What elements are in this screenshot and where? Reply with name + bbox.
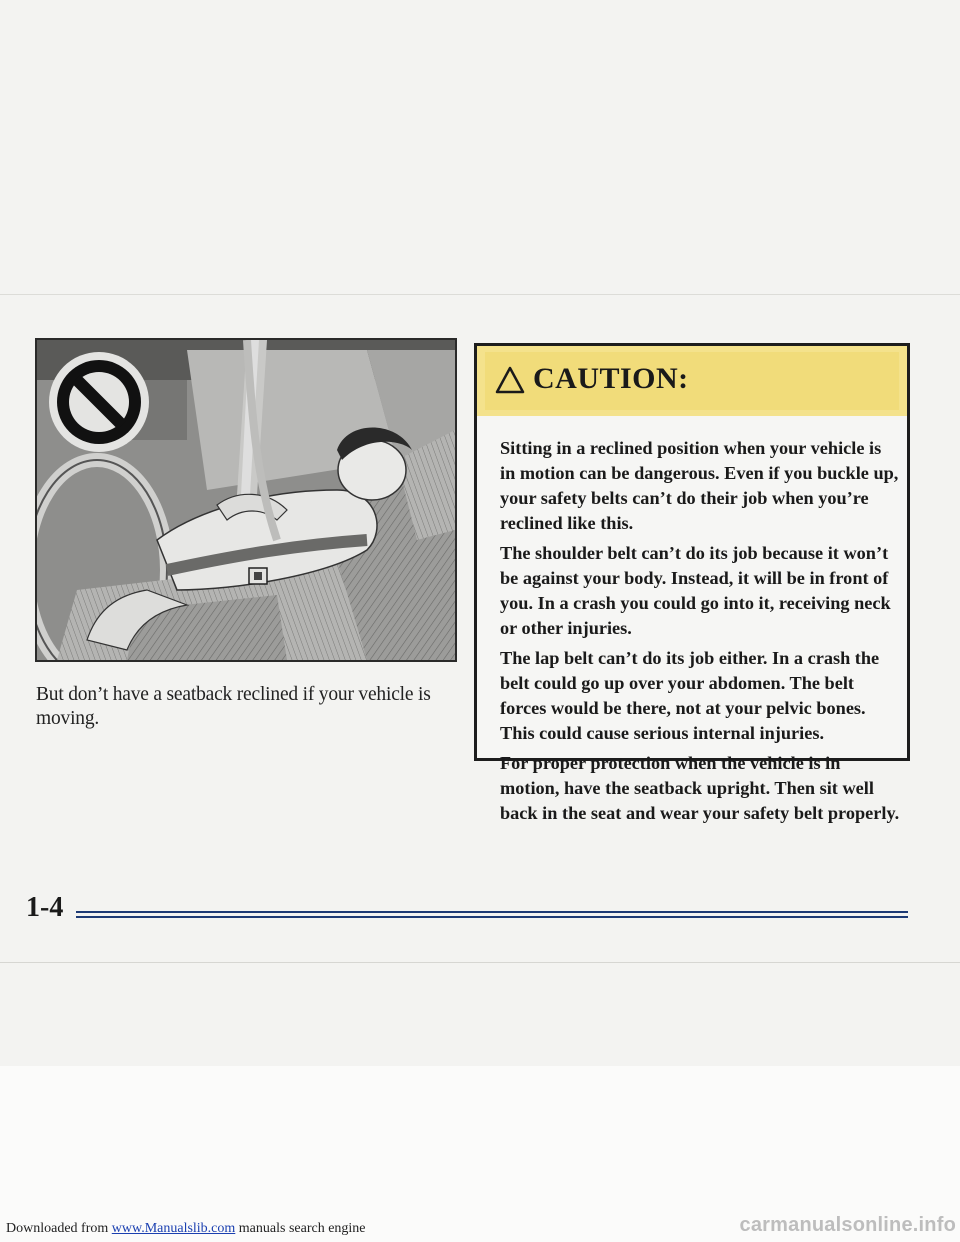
caution-body (500, 436, 900, 831)
watermark-suffix: manuals search engine (235, 1221, 366, 1236)
caution-paragraph: Sitting in a reclined position when your vehicle is in motion can be dangerous. Even if you buckle up, your safety belts can’t do their job when you’re reclined like this. (500, 438, 899, 533)
caution-title: CAUTION: (533, 362, 689, 395)
illustration-caption: But don’t have a seatback reclined if your vehicle is moving. (36, 684, 431, 729)
warning-triangle-icon (495, 366, 525, 394)
caution-paragraph: The lap belt can’t do its job either. In a crash the belt could go up over your abdomen. The belt forces would be there, not at your pelvic bones. This could cause serious internal injuries. (500, 648, 880, 743)
download-source-note (6, 1221, 366, 1237)
caution-box (474, 343, 910, 823)
scan-edge-bottom (0, 962, 960, 963)
caution-paragraph: For proper protection when the vehicle is in motion, have the seatback upright. Then sit well back in the seat and wear your safety belt properly. (500, 753, 900, 823)
page-number: 1-4 (26, 892, 64, 923)
reclined-seat-illustration (35, 338, 457, 662)
scan-edge-top (0, 294, 960, 295)
caution-header (477, 346, 907, 416)
caution-paragraph: The shoulder belt can’t do its job because it won’t be against your body. Instead, it will be in front of you. In a crash you could go into it, receiving neck or other injuries. (500, 543, 891, 638)
manualslib-link[interactable]: www.Manualslib.com (111, 1221, 236, 1236)
site-watermark: carmanualsonline.info (739, 1214, 956, 1236)
watermark-prefix: Downloaded from (6, 1221, 112, 1236)
prohibition-icon (49, 352, 149, 452)
footer-rule (76, 911, 908, 919)
